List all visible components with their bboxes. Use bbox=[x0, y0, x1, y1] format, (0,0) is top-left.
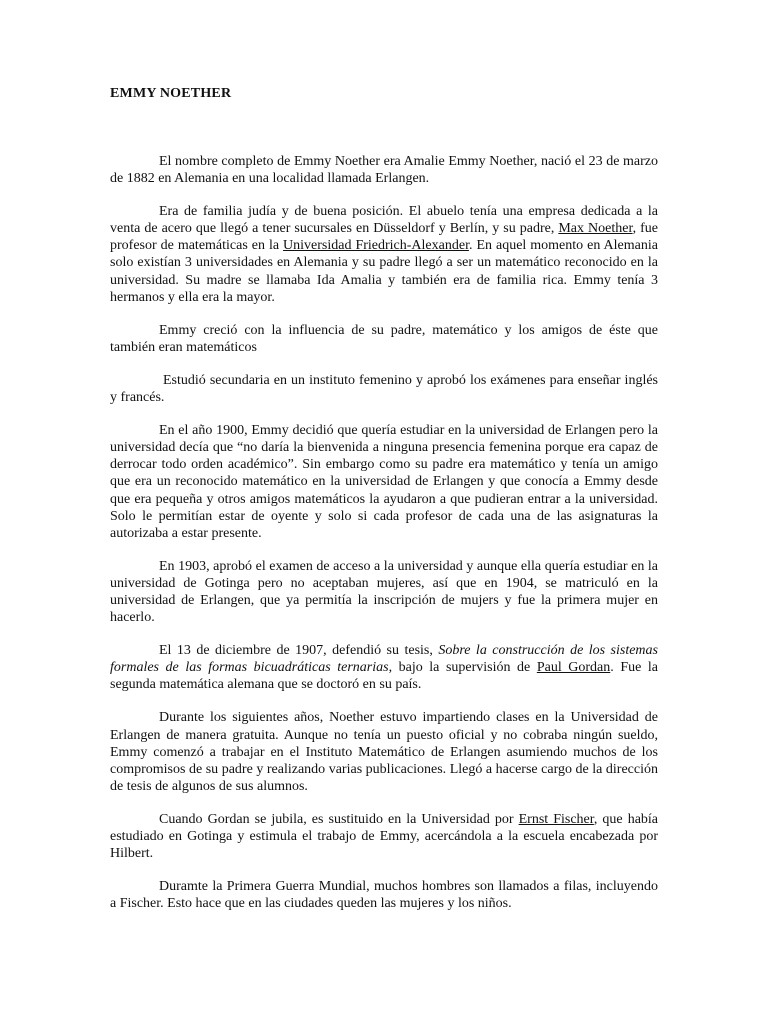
italic-title-text: Sobre la construcción de los sistemas formales de las formas bicuadráticas ternarias bbox=[110, 643, 658, 676]
paragraph-text: . En aquel momento en Alemania solo existían 3 universidades en Alemania y su padre llegó a ser un matemático reconocido en la universidad. Su madre se llamaba Ida Amalia y también era de familia rica. Emmy tenía 3 hermanos y ella era la mayor. bbox=[110, 238, 658, 305]
paragraph bbox=[110, 642, 658, 693]
paragraph-text: El 13 de diciembre de 1907, defendió su tesis, bbox=[159, 643, 439, 659]
paragraph-text: Estudió secundaria en un instituto femenino y aprobó los exámenes para enseñar inglés y francés. bbox=[110, 372, 658, 406]
hyperlink[interactable]: Paul Gordan bbox=[536, 660, 611, 676]
paragraph-text: Durante los siguientes años, Noether estuvo impartiendo clases en la Universidad de Erlangen de manera gratuita. Aunque no tenía un puesto oficial y no cobraba ningún sueldo, Emmy comenzó a trabajar en el Instituto Matemático de Erlangen asumiendo muchos de los compromisos de su padre y realizando varias publicaciones. Llegó a hacerse cargo de la dirección de tesis de algunos de sus alumnos. bbox=[110, 710, 658, 794]
paragraph bbox=[110, 558, 658, 626]
hyperlink[interactable]: Universidad Friedrich-Alexander bbox=[283, 238, 469, 254]
paragraph bbox=[110, 322, 658, 356]
paragraph-text: El nombre completo de Emmy Noether era Amalie Emmy Noether, nació el 23 de marzo de 1882 en Alemania en una localidad llamada Erlangen. bbox=[110, 154, 658, 187]
paragraph-text: En 1903, aprobó el examen de acceso a la universidad y aunque ella quería estudiar en la universidad de Gotinga pero no aceptaban mujeres, así que en 1904, se matriculó en la universidad de Erlangen, que ya permitía la inscripción de mujers y fue la primera mujer en hacerlo. bbox=[110, 558, 658, 626]
paragraph bbox=[110, 153, 658, 187]
hyperlink[interactable]: Max Noether bbox=[558, 221, 633, 237]
paragraph-text: , bajo la supervisión de bbox=[388, 660, 537, 676]
paragraph-text: , que había estudiado en Gotinga y estimula el trabajo de Emmy, acercándola a la escuela encabezada por Hilbert. bbox=[110, 811, 659, 862]
paragraph-text: Cuando Gordan se jubila, es sustituido en la Universidad por bbox=[159, 811, 519, 827]
paragraph bbox=[110, 811, 658, 862]
paragraph bbox=[110, 422, 658, 542]
document-body bbox=[110, 153, 658, 928]
paragraph-text: Duramte la Primera Guerra Mundial, muchos hombres son llamados a filas, incluyendo a Fischer. Esto hace que en las ciudades queden las mujeres y los niños. bbox=[110, 879, 658, 912]
hyperlink[interactable]: Ernst Fischer bbox=[518, 811, 594, 827]
paragraph-text: Emmy creció con la influencia de su padre, matemático y los amigos de éste que también eran matemáticos bbox=[110, 322, 658, 355]
paragraph-text: . Fue la segunda matemática alemana que se doctoró en su país. bbox=[110, 660, 658, 693]
paragraph bbox=[110, 878, 658, 912]
document-title: EMMY NOETHER bbox=[110, 86, 232, 101]
paragraph-text: , fue profesor de matemáticas en la bbox=[110, 221, 658, 254]
paragraph bbox=[110, 709, 658, 794]
paragraph bbox=[110, 203, 658, 306]
paragraph bbox=[110, 372, 658, 406]
paragraph-text: Era de familia judía y de buena posición. El abuelo tenía una empresa dedicada a la venta de acero que llegó a tener sucursales en Düsseldorf y Berlín, y su padre, bbox=[110, 204, 658, 237]
paragraph-text: En el año 1900, Emmy decidió que quería estudiar en la universidad de Erlangen pero la universidad decía que “no daría la bienvenida a ninguna presencia femenina porque era capaz de derrocar todo orden académico”. Sin embargo como su padre era matemático y tenía un amigo que era un reconocido matemático en la universidad de Erlangen y que conocía a Emmy desde que era pequeña y otros amigos matemáticos la ayudaron a que pudieran entrar a la universidad. Solo le permitían estar de oyente y solo si cada profesor de cada una de las asignaturas la autorizaba a estar presente. bbox=[110, 423, 658, 541]
